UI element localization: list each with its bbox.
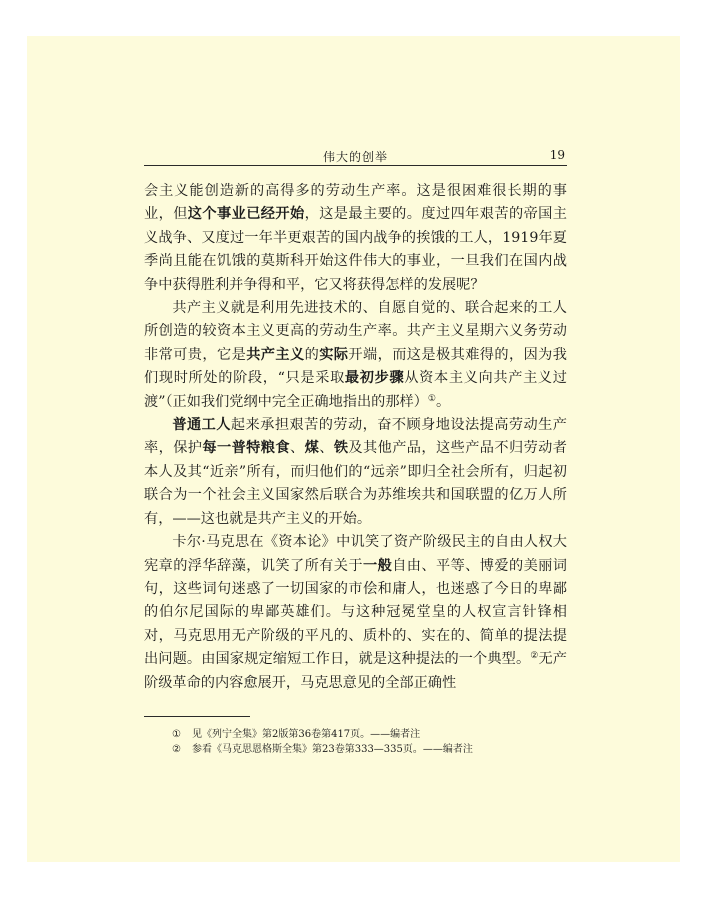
- running-header: [144, 147, 567, 166]
- text-run: 开端，而这是极其难得的，因为我们现时所处的阶段，“只是采取: [144, 346, 567, 387]
- page-number: 19: [549, 148, 565, 162]
- emphasis-text: 这个事业已经开始: [187, 206, 305, 223]
- text-run: 。: [435, 393, 451, 410]
- paragraph: [144, 297, 567, 414]
- text-run: 起来承担艰苦的劳动，奋不顾身地设法提高劳动生产率，保护: [144, 417, 567, 457]
- emphasis-text: 共产主义: [246, 346, 305, 363]
- footnote-ref: ①: [427, 393, 436, 404]
- footnote-text: 见《列宁全集》第2版第36卷第417页。——编者注: [192, 729, 421, 740]
- text-run: ，这是最主要的。度过四年艰苦的帝国主义战争、又度过一年半更艰苦的国内战争的挨饿的工人，1919年夏季尚且能在饥饿的莫斯科开始这件伟大的事业，一旦我们在国内战争中获得胜利并争得和平，它又将获得怎样的发展呢？: [144, 206, 567, 293]
- footnote-item: [172, 727, 572, 742]
- text-run: 自由、平等、博爱的美丽词句，这些词句迷惑了一切国家的市侩和庸人，也迷惑了今日的卑鄙的伯尔尼国际的卑鄙英雄们。与这种冠冕堂皇的人权宣言针锋相对，马克思用无产阶级的平凡的、质朴的、实在的、简单的提法提出问题。由国家规定缩短工作日，就是这种提法的一个典型。: [144, 557, 567, 668]
- text-run: 无产阶级革命的内容愈展开，马克思意见的全部正确性: [144, 651, 567, 691]
- emphasis-text: 实际: [319, 346, 349, 363]
- footnote-text: 参看《马克思恩格斯全集》第23卷第333—335页。——编者注: [192, 744, 473, 755]
- text-run: 共产主义就是利用先进技术的、自愿自觉的、联合起来的工人所创造的较资本主义更高的劳动生产率。共产主义星期六义务劳动非常可贵，它是: [144, 300, 567, 363]
- text-run: 及其他产品，这些产品不归劳动者本人及其“近亲”所有，而归他们的“远亲”即归全社会所有，归起初联合为一个社会主义国家然后联合为苏维埃共和国联盟的亿万人所有，——这也就是共产主义的开始。: [144, 440, 567, 527]
- footnote-marker: ②: [172, 744, 181, 755]
- emphasis-text: 普通工人: [172, 417, 231, 434]
- footnote-ref: ②: [530, 651, 539, 662]
- emphasis-text: 铁: [333, 440, 349, 457]
- emphasis-text: 一般: [362, 557, 393, 574]
- footnote-rule: [144, 716, 250, 717]
- text-run: 的: [304, 346, 320, 363]
- paragraph: [144, 180, 567, 297]
- emphasis-text: 最初步骤: [344, 370, 405, 387]
- header-title: 伟大的创举: [322, 150, 388, 164]
- emphasis-text: 煤: [304, 440, 320, 457]
- paragraph: [144, 414, 567, 531]
- text-run: 从资本主义向共产主义过渡”（正如我们党纲中完全正确地指出的那样）: [144, 370, 567, 410]
- paragraph: [144, 531, 567, 695]
- text-run: 、: [319, 440, 334, 457]
- footnotes: [172, 727, 572, 757]
- footnote-item: [172, 742, 572, 757]
- body-text: [144, 180, 567, 695]
- footnote-marker: ①: [172, 729, 181, 740]
- text-run: 、: [289, 440, 305, 457]
- text-run: 会主义能创造新的高得多的劳动生产率。这是很困难很长期的事业，但: [144, 183, 567, 223]
- text-run: 卡尔·马克思在《资本论》中讥笑了资产阶级民主的自由人权大宪章的浮华辞藻，讥笑了所有关于: [144, 534, 567, 574]
- emphasis-text: 每一普特粮食: [202, 440, 290, 457]
